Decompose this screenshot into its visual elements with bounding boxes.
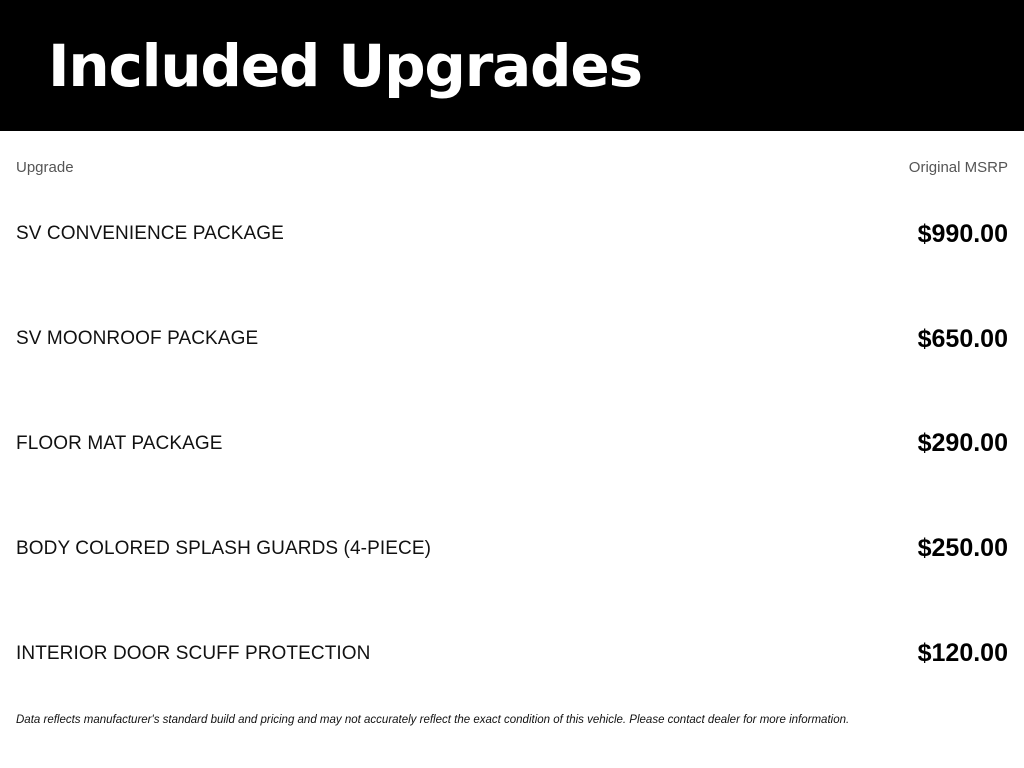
column-header-upgrade: Upgrade xyxy=(16,159,74,176)
table-row xyxy=(16,601,1008,706)
upgrade-price: $250.00 xyxy=(917,534,1008,563)
upgrade-price: $120.00 xyxy=(917,639,1008,668)
upgrades-content xyxy=(0,131,1024,768)
table-row xyxy=(16,287,1008,392)
table-column-headers xyxy=(16,131,1008,182)
page-title: Included Upgrades xyxy=(48,31,642,100)
upgrade-name: SV MOONROOF PACKAGE xyxy=(16,328,259,350)
upgrade-price: $290.00 xyxy=(917,429,1008,458)
upgrades-table xyxy=(16,182,1008,706)
table-row xyxy=(16,392,1008,497)
upgrade-price: $650.00 xyxy=(917,324,1008,353)
table-row xyxy=(16,182,1008,287)
upgrade-name: BODY COLORED SPLASH GUARDS (4-PIECE) xyxy=(16,537,432,559)
upgrade-name: FLOOR MAT PACKAGE xyxy=(16,432,223,454)
upgrade-name: INTERIOR DOOR SCUFF PROTECTION xyxy=(16,642,371,664)
column-header-original-msrp: Original MSRP xyxy=(908,159,1008,176)
table-row xyxy=(16,496,1008,601)
upgrade-name: SV CONVENIENCE PACKAGE xyxy=(16,223,284,245)
upgrade-price: $990.00 xyxy=(917,219,1008,248)
disclaimer-text: Data reflects manufacturer's standard build and pricing and may not accurately reflect the exact condition of this vehicle. Please contact dealer for more information. xyxy=(16,713,850,726)
page-header xyxy=(0,0,1024,131)
